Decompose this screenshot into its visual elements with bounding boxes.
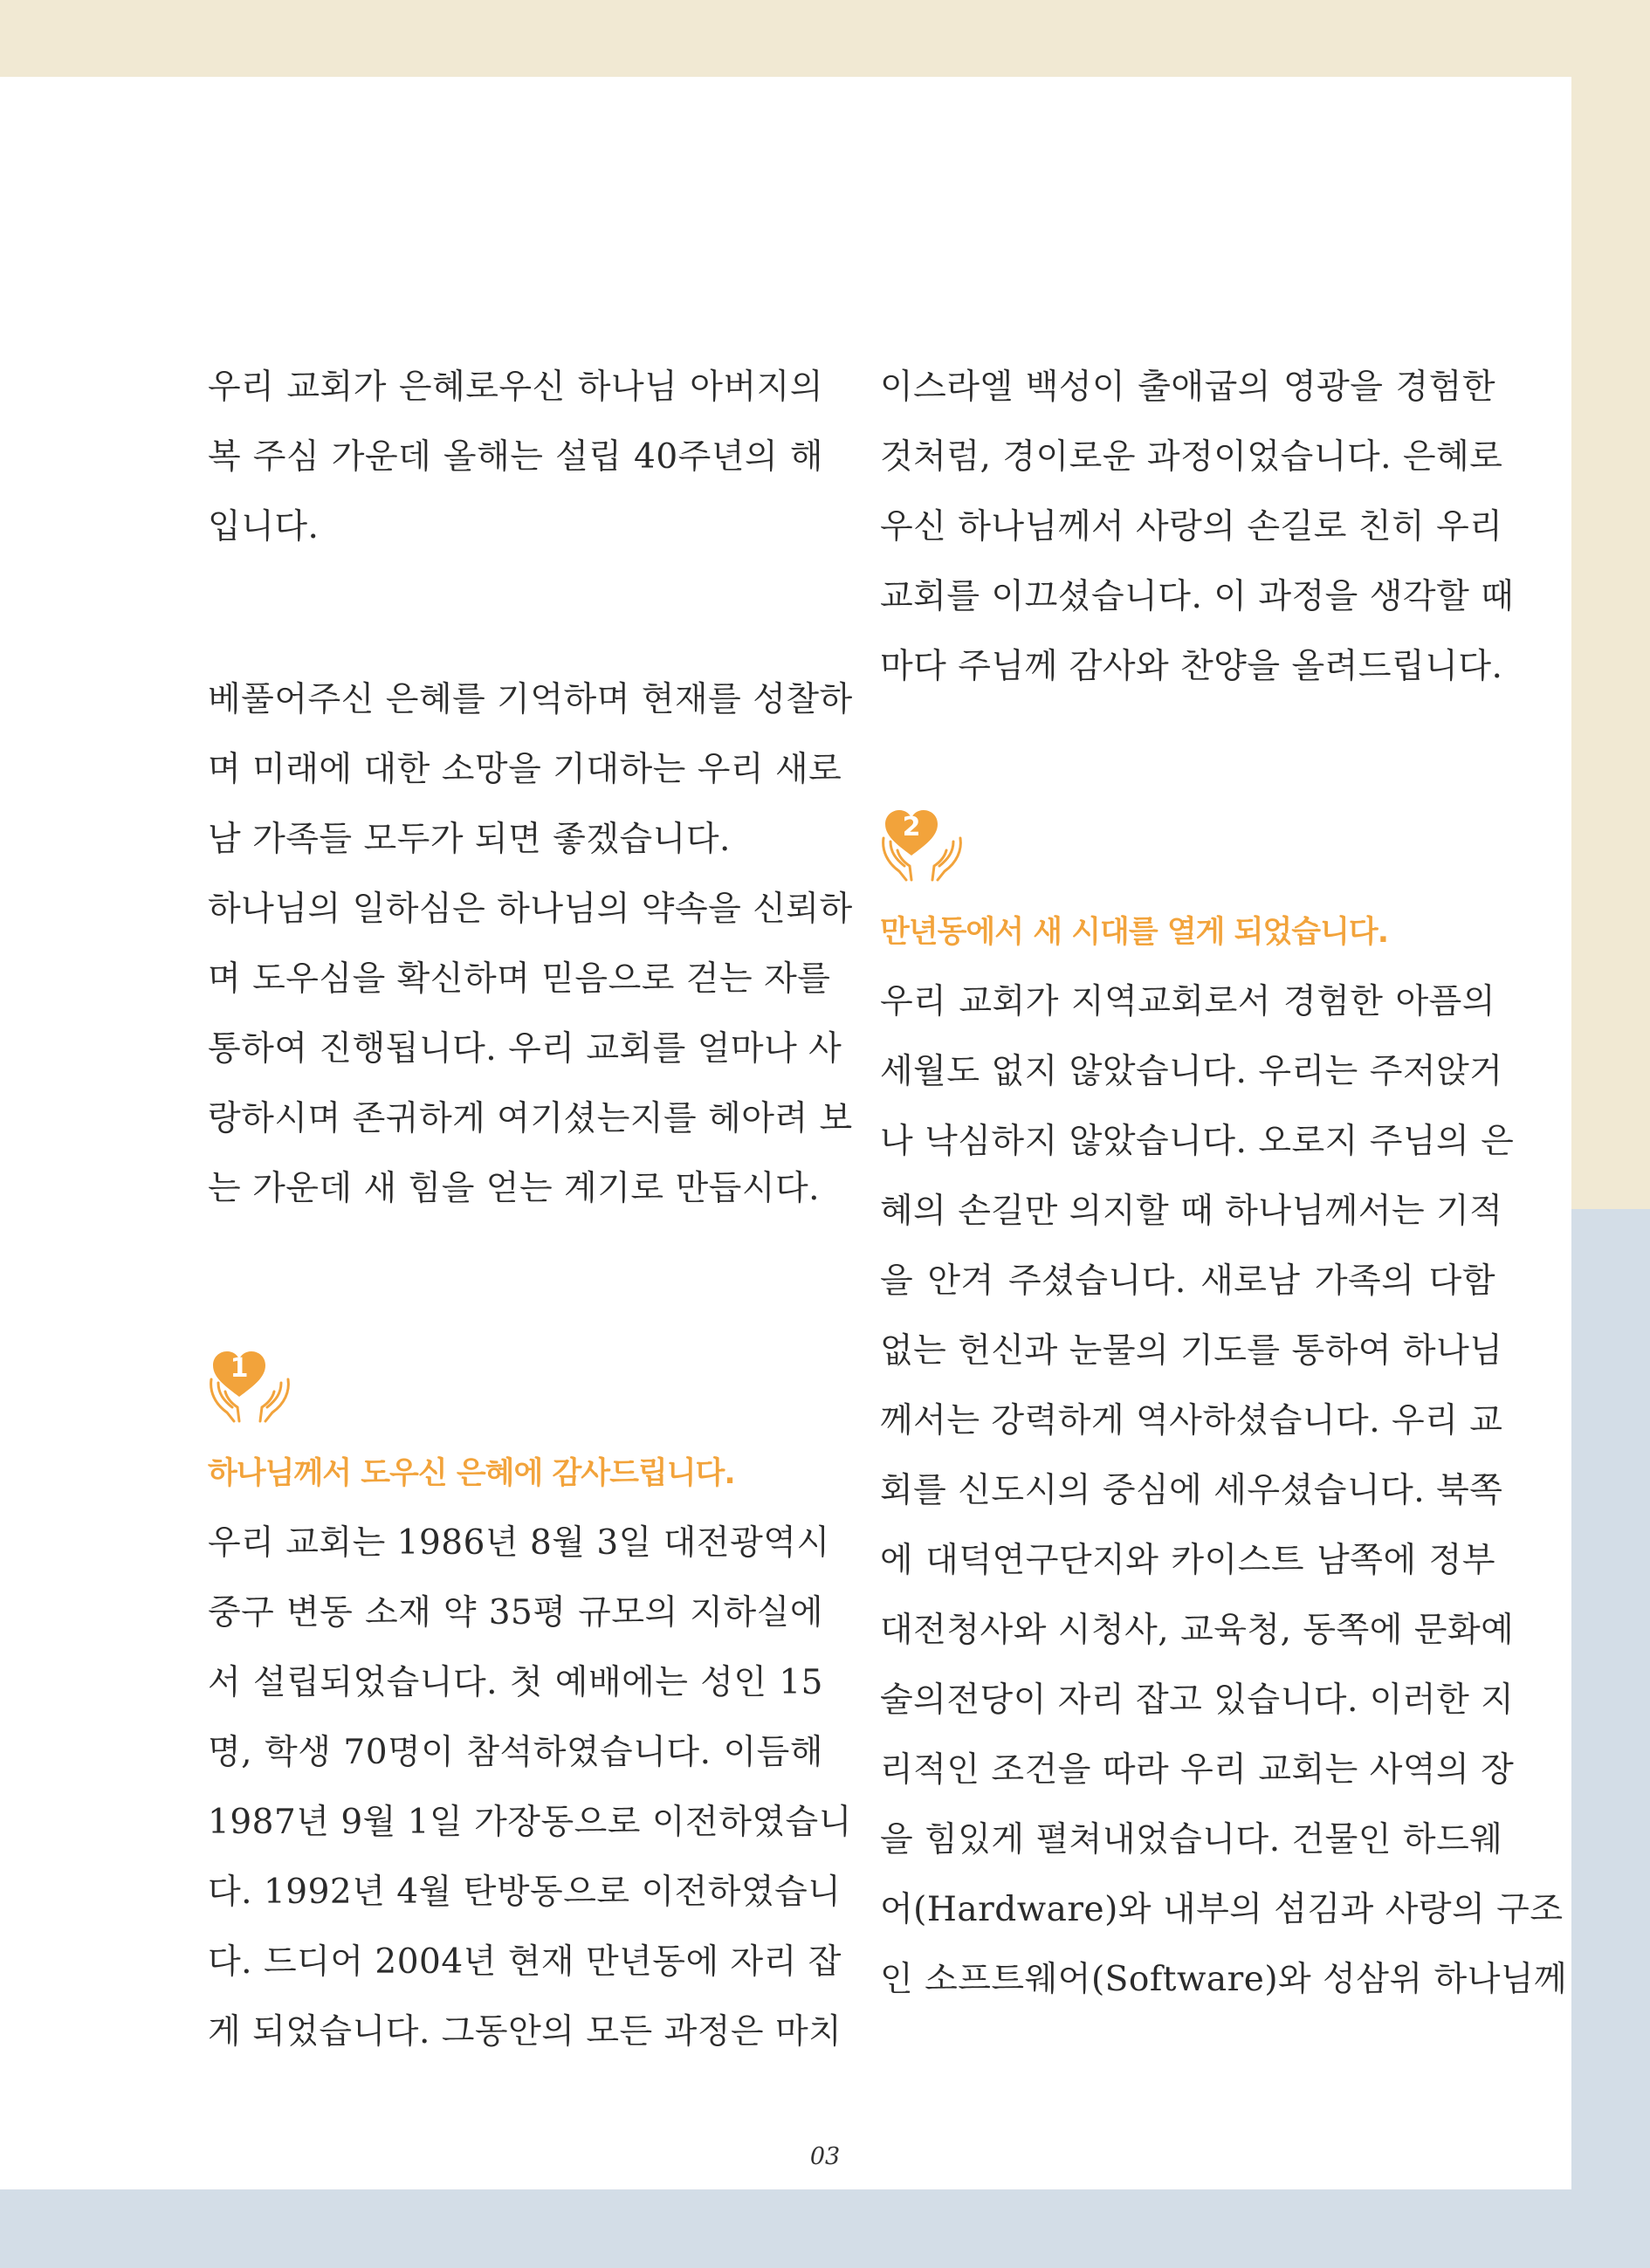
text-line: 교회를 이끄셨습니다. 이 과정을 생각할 때 xyxy=(880,577,1515,616)
text-line: 통하여 진행됩니다. 우리 교회를 얼마나 사 xyxy=(208,1029,842,1069)
section-2-body xyxy=(880,967,1568,2015)
text-line: 인 소프트웨어(Software)와 성삼위 하나님께 xyxy=(880,1960,1568,1999)
heart-hands-icon xyxy=(880,805,967,901)
text-line: 게 되었습니다. 그동안의 모든 과정은 마치 xyxy=(208,2012,842,2052)
text-line: 입니다. xyxy=(208,507,320,546)
left-paragraph-1 xyxy=(208,353,823,562)
text-line: 남 가족들 모두가 되면 좋겠습니다. xyxy=(208,820,731,859)
text-line: 중구 변동 소재 약 35평 규모의 지하실에 xyxy=(208,1593,823,1632)
text-line: 어(Hardware)와 내부의 섬김과 사랑의 구조 xyxy=(880,1890,1564,1929)
text-line: 세월도 없지 않았습니다. 우리는 주저앉거 xyxy=(880,1052,1503,1091)
section-number: 2 xyxy=(902,812,921,842)
text-line: 베풀어주신 은혜를 기억하며 현재를 성찰하 xyxy=(208,680,853,719)
section-title: 하나님께서 도우신 은혜에 감사드립니다. xyxy=(208,1456,735,1491)
page xyxy=(0,77,1571,2189)
left-paragraph-2 xyxy=(208,665,853,875)
text-line: 에 대덕연구단지와 카이스트 남쪽에 정부 xyxy=(880,1541,1495,1580)
text-line: 며 도우심을 확신하며 믿음으로 걷는 자를 xyxy=(208,959,831,999)
text-line: 마다 주님께 감사와 찬양을 올려드립니다. xyxy=(880,647,1503,686)
section-1 xyxy=(208,1346,852,2067)
section-title: 만년동에서 새 시대를 열게 되었습니다. xyxy=(880,915,1388,950)
text-line: 대전청사와 시청사, 교육청, 동쪽에 문화예 xyxy=(880,1611,1515,1650)
right-paragraph-1 xyxy=(880,353,1515,702)
text-line: 리적인 조건을 따라 우리 교회는 사역의 장 xyxy=(880,1750,1515,1790)
text-line: 서 설립되었습니다. 첫 예배에는 성인 15 xyxy=(208,1663,823,1702)
text-line: 술의전당이 자리 잡고 있습니다. 이러한 지 xyxy=(880,1680,1515,1720)
left-column xyxy=(208,353,853,2067)
text-line: 복 주심 가운데 올해는 설립 40주년의 해 xyxy=(208,437,823,477)
text-line: 1987년 9월 1일 가장동으로 이전하였습니 xyxy=(208,1803,852,1842)
text-line: 우리 교회가 지역교회로서 경험한 아픔의 xyxy=(880,982,1495,1021)
text-line: 없는 헌신과 눈물의 기도를 통하여 하나님 xyxy=(880,1331,1503,1371)
text-line: 혜의 손길만 의지할 때 하나님께서는 기적 xyxy=(880,1192,1503,1231)
text-line: 을 힘있게 펼쳐내었습니다. 건물인 하드웨 xyxy=(880,1820,1503,1859)
text-line: 다. 1992년 4월 탄방동으로 이전하였습니 xyxy=(208,1873,842,1912)
heart-hands-icon xyxy=(208,1346,295,1442)
text-line: 명, 학생 70명이 참석하였습니다. 이듬해 xyxy=(208,1733,823,1772)
text-line: 우리 교회는 1986년 8월 3일 대전광역시 xyxy=(208,1523,830,1563)
text-line: 다. 드디어 2004년 현재 만년동에 자리 잡 xyxy=(208,1942,842,1982)
text-line: 는 가운데 새 힘을 얻는 계기로 만듭시다. xyxy=(208,1169,821,1208)
left-paragraph-3 xyxy=(208,875,853,1224)
section-number: 1 xyxy=(230,1353,249,1384)
text-line: 우리 교회가 은혜로우신 하나님 아버지의 xyxy=(208,368,823,407)
text-line: 우신 하나님께서 사랑의 손길로 친히 우리 xyxy=(880,507,1503,546)
section-1-body xyxy=(208,1509,852,2067)
text-line: 을 안겨 주셨습니다. 새로남 가족의 다함 xyxy=(880,1261,1495,1301)
page-number: 03 xyxy=(809,2143,841,2170)
text-line: 랑하시며 존귀하게 여기셨는지를 헤아려 보 xyxy=(208,1099,853,1138)
text-line: 하나님의 일하심은 하나님의 약속을 신뢰하 xyxy=(208,890,853,929)
text-line: 께서는 강력하게 역사하셨습니다. 우리 교 xyxy=(880,1401,1503,1440)
text-line: 며 미래에 대한 소망을 기대하는 우리 새로 xyxy=(208,750,842,789)
text-line: 것처럼, 경이로운 과정이었습니다. 은혜로 xyxy=(880,437,1503,477)
section-2 xyxy=(880,805,1568,2015)
text-line: 회를 신도시의 중심에 세우셨습니다. 북쪽 xyxy=(880,1471,1503,1510)
right-column xyxy=(880,353,1568,2015)
text-line: 이스라엘 백성이 출애굽의 영광을 경험한 xyxy=(880,368,1495,407)
text-line: 나 낙심하지 않았습니다. 오로지 주님의 은 xyxy=(880,1122,1515,1161)
